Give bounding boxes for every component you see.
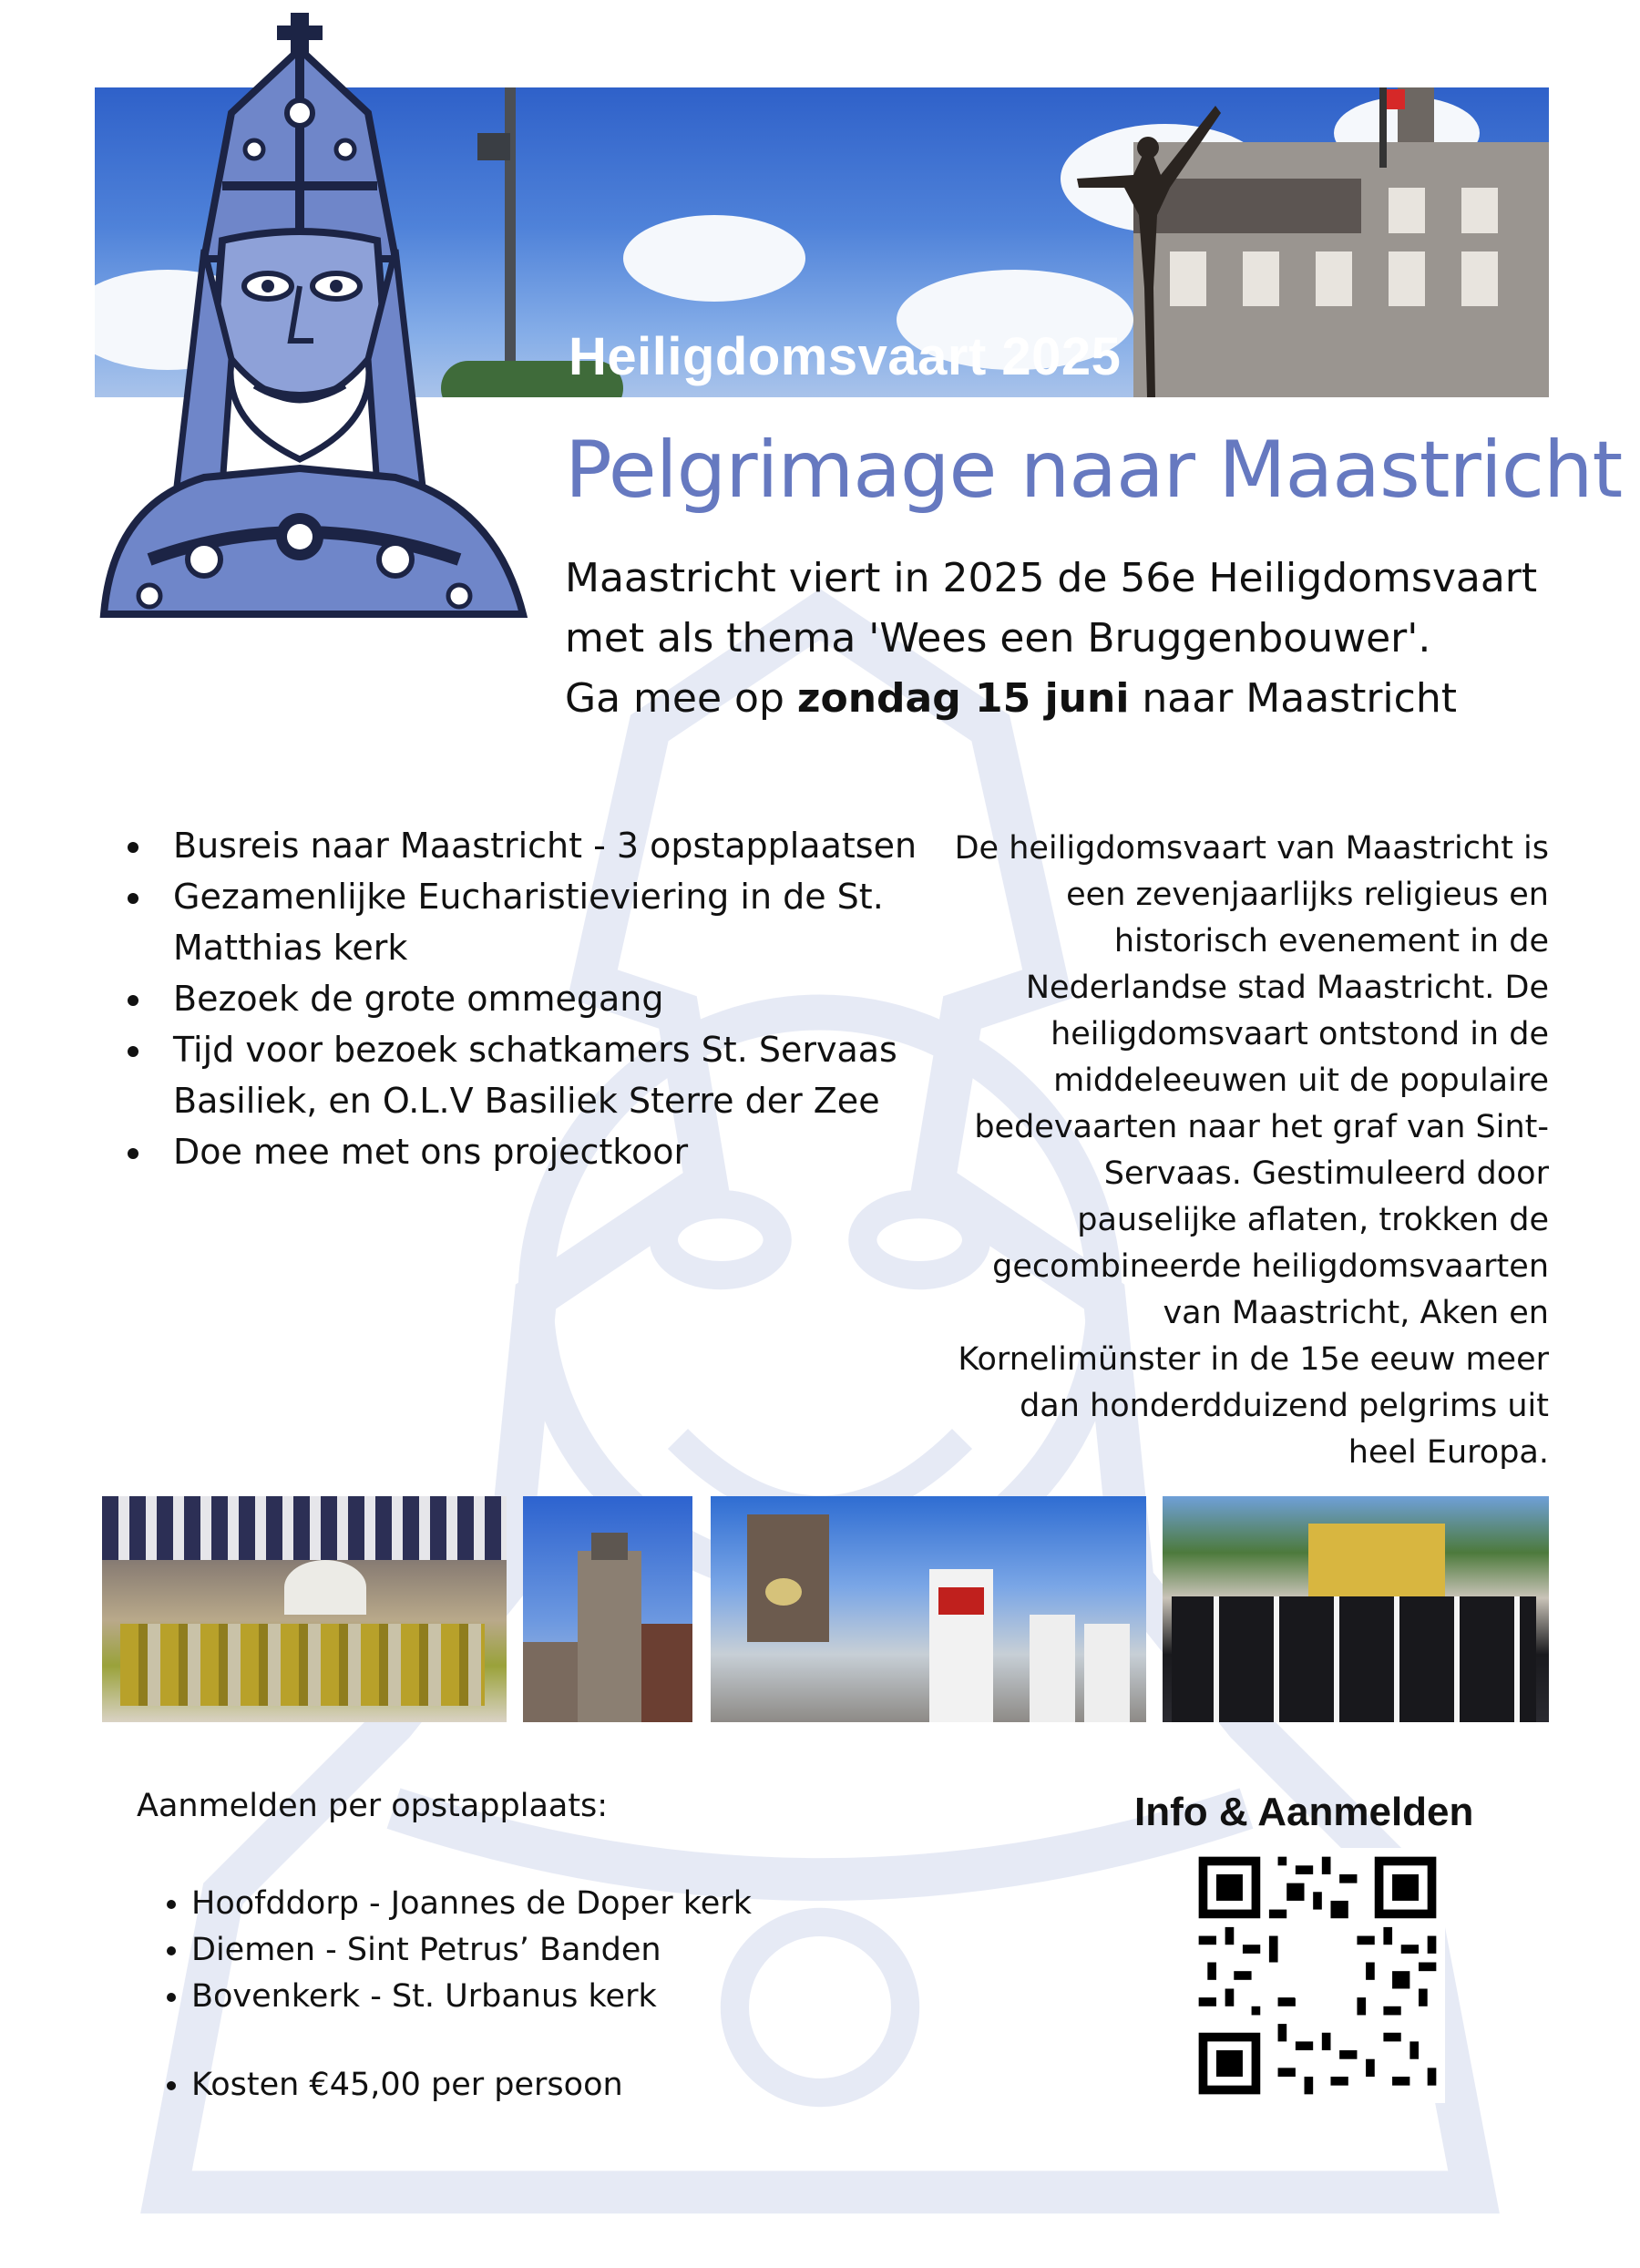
list-item: • Busreis naar Maastricht - 3 opstapplaatsen [155,820,938,871]
costs-item: • Kosten €45,00 per persoon [191,2067,623,2103]
list-item: • Bezoek de grote ommegang [155,973,938,1024]
list-item: • Hoofddorp - Joannes de Doper kerk [191,1881,752,1927]
list-item: • Doe mee met ons projectkoor [155,1126,938,1177]
intro-line-2: met als thema 'Wees een Bruggenbouwer'. [565,615,1431,662]
saint-servaas-illustration [95,13,532,632]
list-item: • Bovenkerk - St. Urbanus kerk [191,1974,752,2020]
signup-heading: Aanmelden per opstapplaats: [137,1788,609,1824]
program-list [91,820,938,1177]
intro-line-3-prefix: Ga mee op [565,675,797,722]
procession-photo [102,1496,507,1722]
list-item: • Gezamenlijke Eucharistieviering in de St. Matthias kerk [155,871,938,973]
banner-title: Heiligdomsvaart 2025 [569,327,1122,386]
page-title: Pelgrimage naar Maastricht [565,425,1623,516]
intro-line-3 [565,669,1549,729]
info-signup-heading: Info & Aanmelden [1134,1790,1474,1834]
list-item: • Diemen - Sint Petrus’ Banden [191,1927,752,1974]
intro-text [565,549,1549,729]
history-paragraph: De heiligdomsvaart van Maastricht is een zevenjaarlijks religieus en historisch evenement in de Nederlandse stad Maastricht. De heiligdomsvaart ontstond in de middeleeuwen uit de populaire bedevaarten naar het graf van Sint-Servaas. Gestimuleerd door pauselijke aflaten, trokken de gecombineerde heiligdomsvaarten van Maastricht, Aken en Kornelimünster in de 15e eeuw meer dan honderdduizend pelgrims uit heel Europa. [954,830,1549,1471]
intro-line-3-suffix: naar Maastricht [1129,675,1457,722]
intro-line-1: Maastricht viert in 2025 de 56e Heiligdomsvaart [565,555,1538,601]
church-tower-photo [523,1496,692,1722]
signup-locations-list [137,1881,752,2020]
reliquary-bearers-photo [1163,1496,1549,1722]
list-item: • Tijd voor bezoek schatkamers St. Servaas Basiliek, en O.L.V Basiliek Sterre der Zee [155,1024,938,1126]
costs-list [137,2067,623,2103]
qr-code-icon[interactable] [1190,1848,1445,2103]
event-date: zondag 15 juni [796,675,1130,722]
censer-procession-photo [711,1496,1146,1722]
